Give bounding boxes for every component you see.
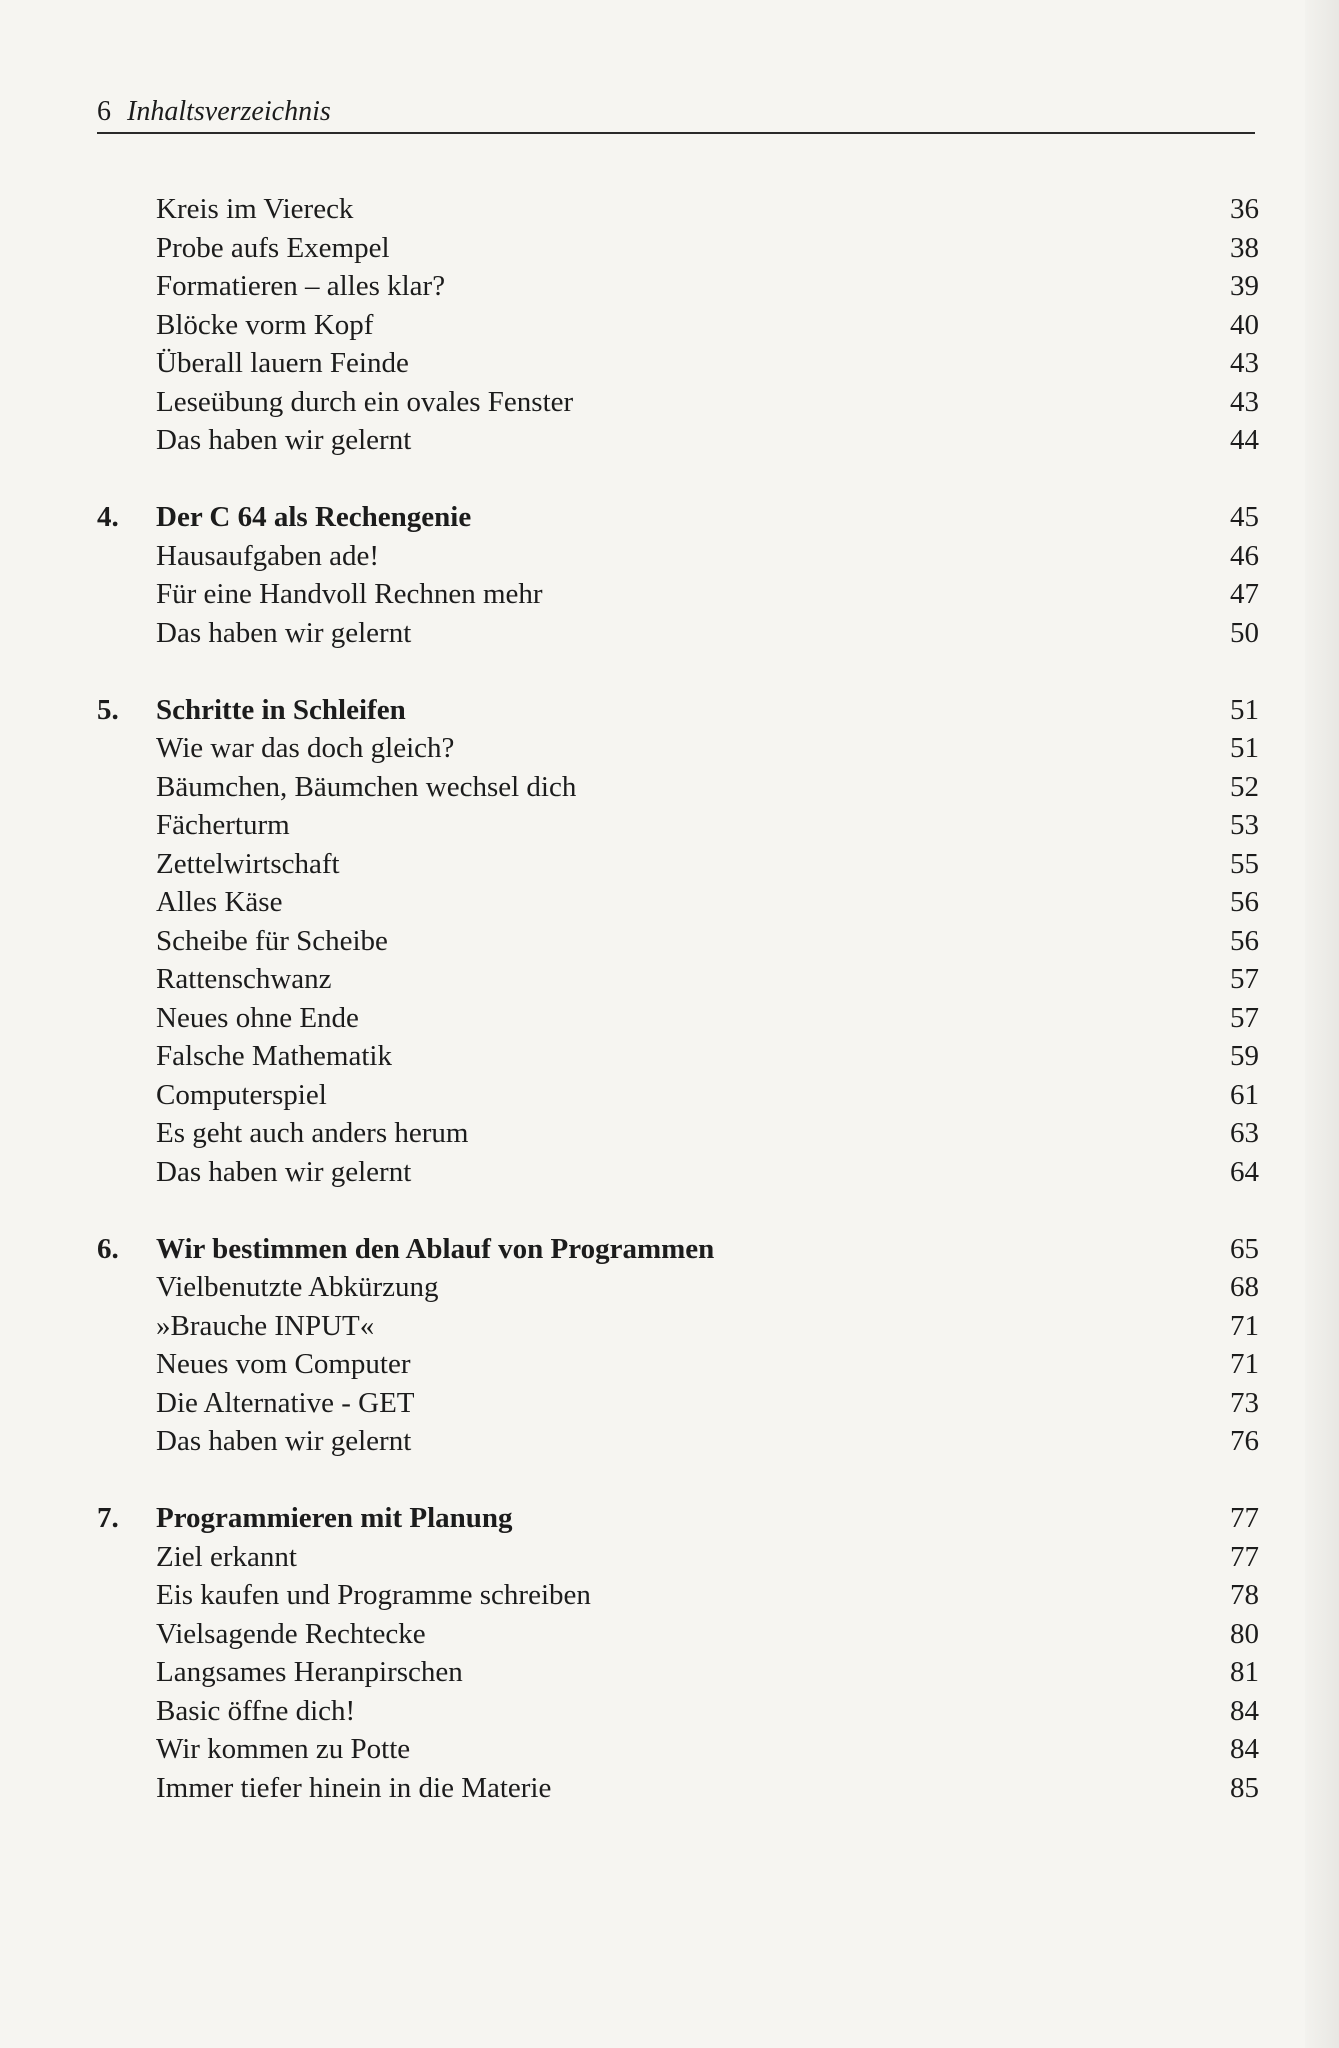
toc-entry[interactable] bbox=[97, 922, 1259, 961]
entry-title: Bäumchen, Bäumchen wechsel dich bbox=[156, 770, 577, 803]
running-header bbox=[97, 96, 1255, 134]
entry-title: Zettelwirtschaft bbox=[156, 847, 340, 880]
entry-page-number: 53 bbox=[1230, 809, 1259, 841]
entry-page-number: 76 bbox=[1230, 1425, 1259, 1457]
toc-entry[interactable] bbox=[97, 1076, 1259, 1115]
chapter-title: Wir bestimmen den Ablauf von Programmen bbox=[156, 1232, 715, 1265]
entry-page-number: 51 bbox=[1230, 732, 1259, 764]
page-number: 6 bbox=[97, 96, 111, 127]
toc-entry[interactable] bbox=[97, 1615, 1259, 1654]
toc-entry[interactable] bbox=[97, 421, 1259, 460]
entry-page-number: 43 bbox=[1230, 347, 1259, 379]
entry-title: Basic öffne dich! bbox=[156, 1694, 356, 1727]
entry-title: Fächerturm bbox=[156, 809, 290, 841]
toc-entry[interactable] bbox=[97, 999, 1259, 1038]
toc-entry[interactable] bbox=[97, 768, 1259, 807]
toc-entry[interactable] bbox=[97, 1384, 1259, 1423]
chapter-heading[interactable] bbox=[97, 1230, 1259, 1269]
toc-entry[interactable] bbox=[97, 1345, 1259, 1384]
chapter-number: 7. bbox=[97, 1502, 119, 1534]
entry-page-number: 38 bbox=[1230, 231, 1259, 264]
entry-title: Probe aufs Exempel bbox=[156, 231, 390, 264]
chapter-number: 4. bbox=[97, 501, 119, 533]
entry-page-number: 46 bbox=[1230, 539, 1259, 572]
toc-entry[interactable] bbox=[97, 614, 1259, 653]
entry-page-number: 71 bbox=[1230, 1348, 1259, 1380]
entry-title: Überall lauern Feinde bbox=[156, 347, 409, 379]
toc-entry[interactable] bbox=[97, 1692, 1259, 1731]
toc-entry[interactable] bbox=[97, 306, 1259, 345]
entry-page-number: 57 bbox=[1230, 1001, 1259, 1034]
entry-title: Das haben wir gelernt bbox=[156, 1155, 412, 1188]
chapter-title: Schritte in Schleifen bbox=[156, 693, 406, 726]
chapter-page-number: 51 bbox=[1230, 693, 1259, 726]
entry-title: Kreis im Viereck bbox=[156, 193, 354, 225]
toc-entry[interactable] bbox=[97, 537, 1259, 576]
entry-page-number: 61 bbox=[1230, 1078, 1259, 1111]
entry-title: Vielsagende Rechtecke bbox=[156, 1617, 426, 1650]
entry-page-number: 78 bbox=[1230, 1579, 1259, 1611]
toc-entry[interactable] bbox=[97, 190, 1259, 229]
chapter-heading[interactable] bbox=[97, 1499, 1259, 1538]
toc-chapter bbox=[97, 691, 1259, 1192]
toc-entry[interactable] bbox=[97, 806, 1259, 845]
chapter-heading[interactable] bbox=[97, 498, 1259, 537]
chapter-number: 6. bbox=[97, 1232, 119, 1265]
entry-page-number: 77 bbox=[1230, 1540, 1259, 1573]
entry-title: Eis kaufen und Programme schreiben bbox=[156, 1579, 591, 1611]
entry-title: Leseübung durch ein ovales Fenster bbox=[156, 385, 574, 418]
page-edge-shadow bbox=[1305, 0, 1339, 2048]
entry-page-number: 36 bbox=[1230, 193, 1259, 225]
entry-page-number: 71 bbox=[1230, 1309, 1259, 1342]
toc-entry[interactable] bbox=[97, 1268, 1259, 1307]
entry-page-number: 64 bbox=[1230, 1155, 1259, 1188]
toc-entry[interactable] bbox=[97, 1538, 1259, 1577]
entry-title: Wie war das doch gleich? bbox=[156, 732, 455, 764]
entry-page-number: 47 bbox=[1230, 578, 1259, 610]
toc-entry[interactable] bbox=[97, 344, 1259, 383]
entry-title: Rattenschwanz bbox=[156, 963, 332, 995]
entry-page-number: 39 bbox=[1230, 270, 1259, 302]
toc-entry[interactable] bbox=[97, 1653, 1259, 1692]
entry-title: Ziel erkannt bbox=[156, 1540, 297, 1573]
entry-page-number: 68 bbox=[1230, 1271, 1259, 1303]
chapter-number: 5. bbox=[97, 693, 119, 726]
entry-page-number: 43 bbox=[1230, 385, 1259, 418]
toc-chapter bbox=[97, 1230, 1259, 1461]
entry-title: Das haben wir gelernt bbox=[156, 616, 412, 649]
entry-title: Langsames Heranpirschen bbox=[156, 1656, 463, 1688]
entry-page-number: 81 bbox=[1230, 1656, 1259, 1688]
toc-chapter bbox=[97, 1499, 1259, 1807]
toc-entry[interactable] bbox=[97, 1730, 1259, 1769]
toc-entry[interactable] bbox=[97, 1769, 1259, 1808]
toc-entry[interactable] bbox=[97, 1422, 1259, 1461]
toc-entry[interactable] bbox=[97, 960, 1259, 999]
entry-page-number: 56 bbox=[1230, 886, 1259, 918]
entry-title: Es geht auch anders herum bbox=[156, 1117, 469, 1149]
entry-page-number: 57 bbox=[1230, 963, 1259, 995]
entry-page-number: 55 bbox=[1230, 847, 1259, 880]
entry-title: Wir kommen zu Potte bbox=[156, 1733, 411, 1765]
toc-entry[interactable] bbox=[97, 229, 1259, 268]
toc-chapter bbox=[97, 190, 1259, 460]
entry-page-number: 52 bbox=[1230, 770, 1259, 803]
entry-page-number: 50 bbox=[1230, 616, 1259, 649]
entry-title: Immer tiefer hinein in die Materie bbox=[156, 1771, 552, 1804]
chapter-page-number: 45 bbox=[1230, 501, 1259, 533]
entry-page-number: 84 bbox=[1230, 1694, 1259, 1727]
entry-title: »Brauche INPUT« bbox=[156, 1309, 375, 1342]
entry-page-number: 56 bbox=[1230, 924, 1259, 957]
toc-entry[interactable] bbox=[97, 1576, 1259, 1615]
table-of-contents bbox=[97, 190, 1259, 1846]
entry-page-number: 44 bbox=[1230, 424, 1259, 456]
entry-page-number: 59 bbox=[1230, 1040, 1259, 1072]
entry-title: Computerspiel bbox=[156, 1078, 327, 1111]
entry-title: Die Alternative - GET bbox=[156, 1386, 415, 1419]
toc-entry[interactable] bbox=[97, 383, 1259, 422]
toc-entry[interactable] bbox=[97, 1307, 1259, 1346]
entry-title: Blöcke vorm Kopf bbox=[156, 308, 374, 341]
chapter-title: Der C 64 als Rechengenie bbox=[156, 501, 472, 533]
header-title: Inhaltsverzeichnis bbox=[127, 96, 331, 127]
entry-page-number: 85 bbox=[1230, 1771, 1259, 1804]
entry-title: Neues ohne Ende bbox=[156, 1001, 359, 1034]
entry-page-number: 40 bbox=[1230, 308, 1259, 341]
toc-entry[interactable] bbox=[97, 267, 1259, 306]
entry-page-number: 80 bbox=[1230, 1617, 1259, 1650]
toc-chapter bbox=[97, 498, 1259, 652]
toc-entry[interactable] bbox=[97, 1114, 1259, 1153]
toc-entry[interactable] bbox=[97, 883, 1259, 922]
entry-title: Formatieren – alles klar? bbox=[156, 270, 446, 302]
entry-page-number: 73 bbox=[1230, 1386, 1259, 1419]
entry-page-number: 63 bbox=[1230, 1117, 1259, 1149]
entry-title: Das haben wir gelernt bbox=[156, 1425, 412, 1457]
toc-entry[interactable] bbox=[97, 1153, 1259, 1192]
entry-title: Hausaufgaben ade! bbox=[156, 539, 380, 572]
entry-title: Alles Käse bbox=[156, 886, 283, 918]
chapter-page-number: 77 bbox=[1230, 1502, 1259, 1534]
toc-entry[interactable] bbox=[97, 1037, 1259, 1076]
entry-title: Falsche Mathematik bbox=[156, 1040, 392, 1072]
toc-entry[interactable] bbox=[97, 845, 1259, 884]
chapter-page-number: 65 bbox=[1230, 1232, 1259, 1265]
chapter-heading[interactable] bbox=[97, 691, 1259, 730]
entry-title: Scheibe für Scheibe bbox=[156, 924, 388, 957]
entry-title: Das haben wir gelernt bbox=[156, 424, 412, 456]
toc-entry[interactable] bbox=[97, 729, 1259, 768]
toc-entry[interactable] bbox=[97, 575, 1259, 614]
entry-title: Neues vom Computer bbox=[156, 1348, 411, 1380]
entry-title: Vielbenutzte Abkürzung bbox=[156, 1271, 439, 1303]
entry-page-number: 84 bbox=[1230, 1733, 1259, 1765]
entry-title: Für eine Handvoll Rechnen mehr bbox=[156, 578, 543, 610]
chapter-title: Programmieren mit Planung bbox=[156, 1502, 513, 1534]
